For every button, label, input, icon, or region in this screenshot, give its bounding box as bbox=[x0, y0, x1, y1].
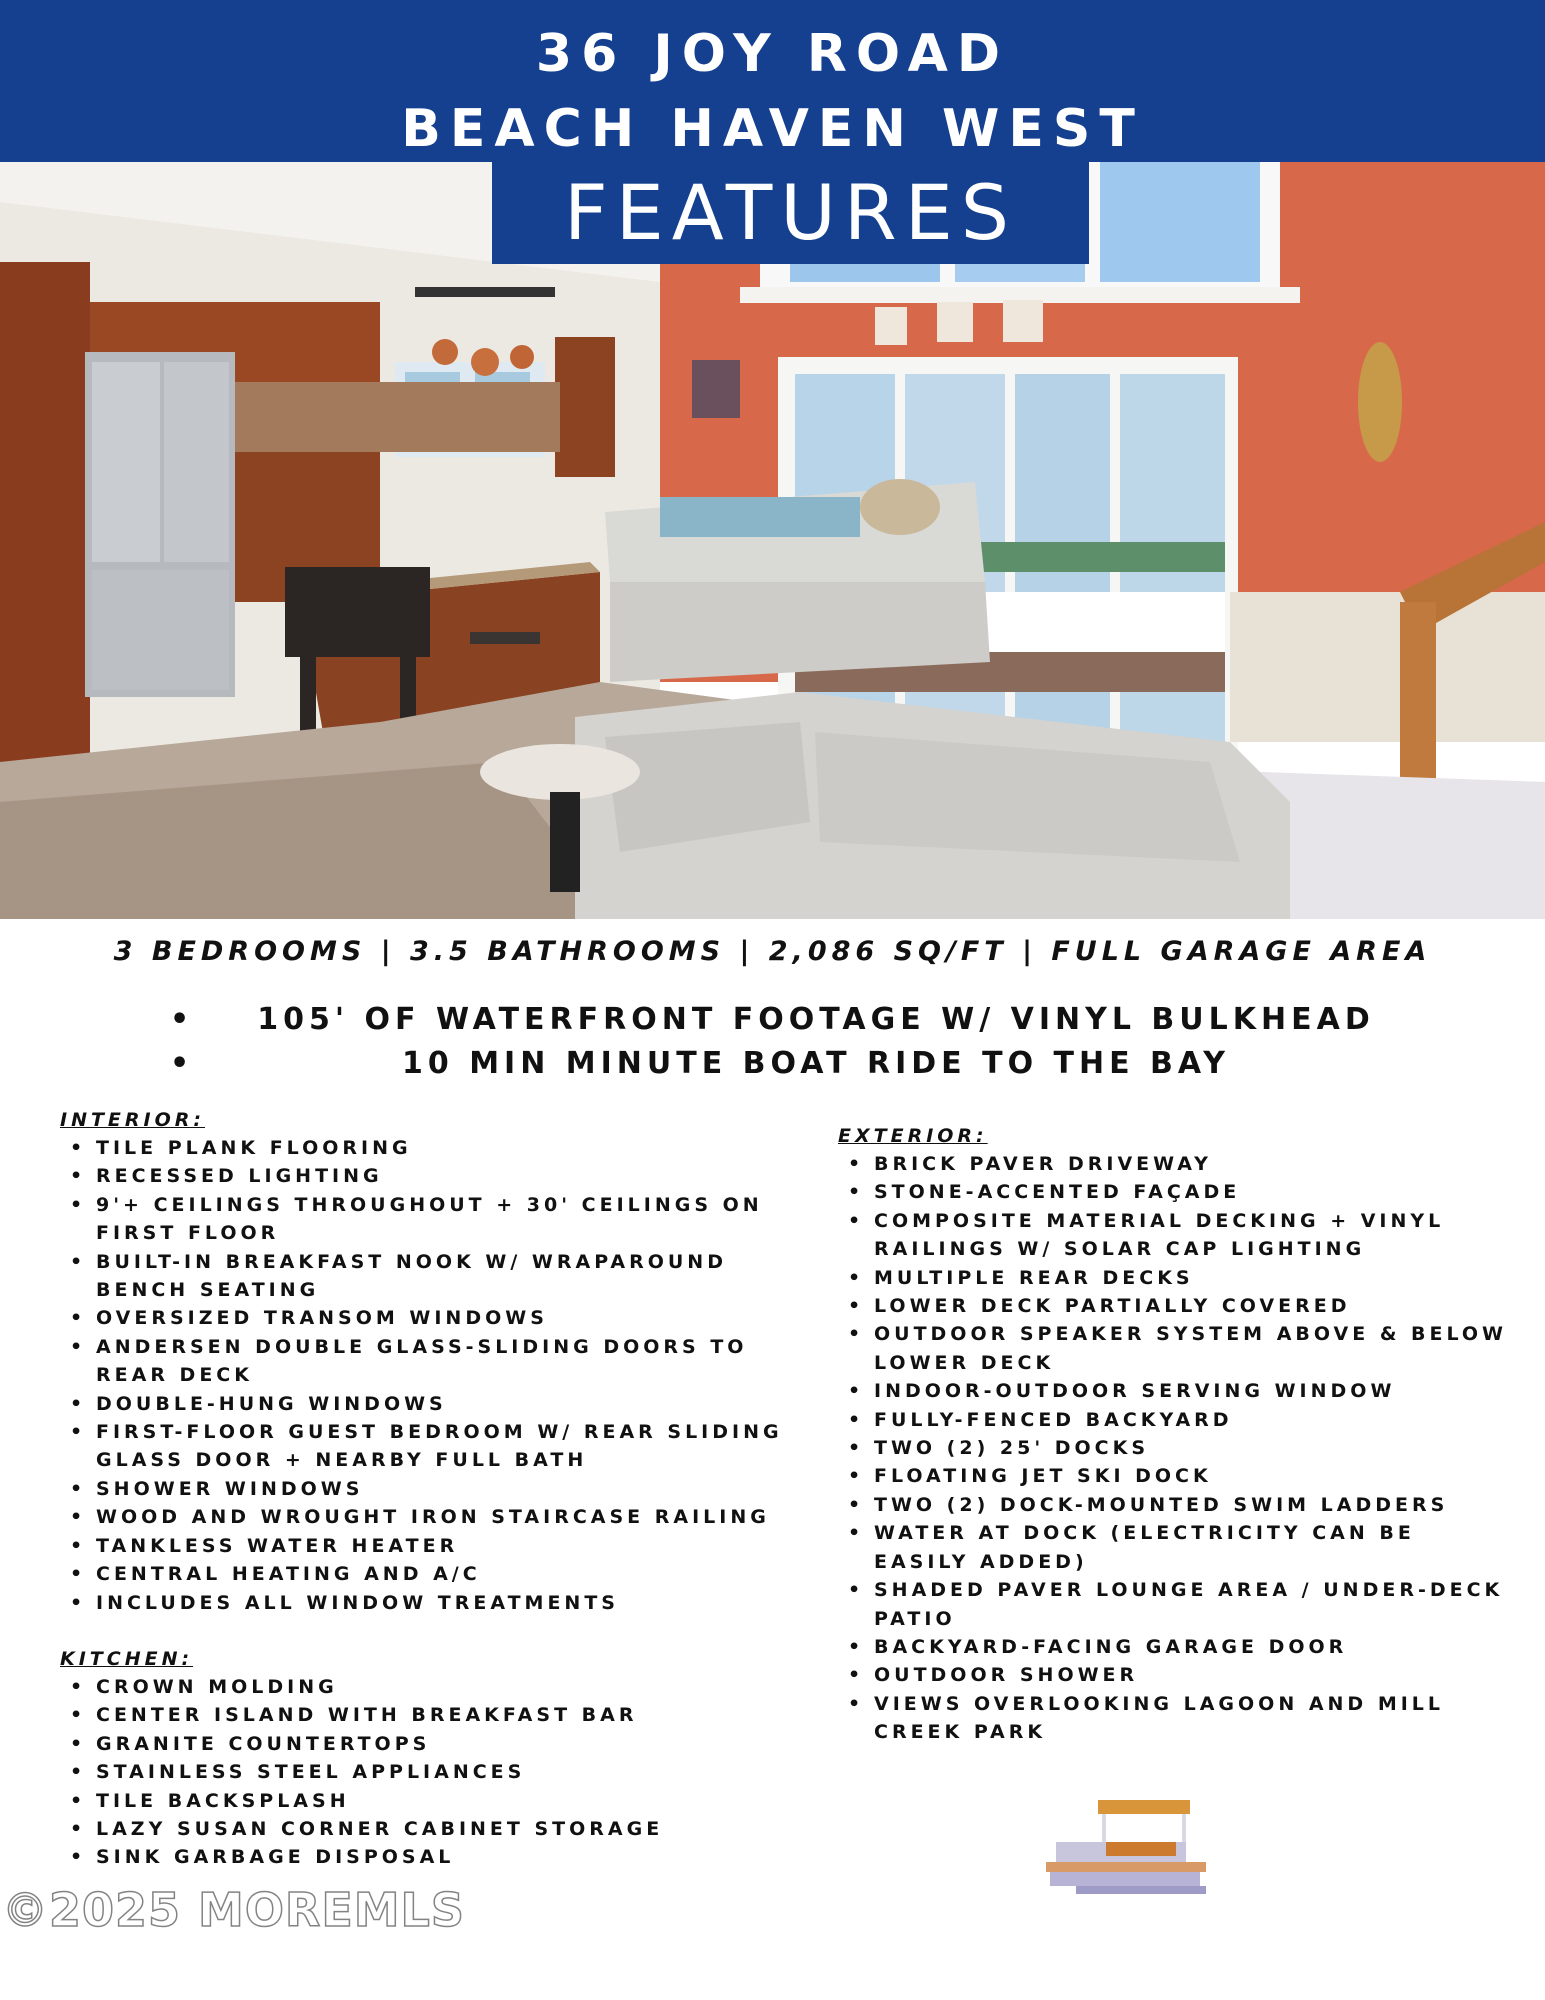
bullet-icon: • bbox=[170, 1002, 195, 1037]
kitchen-item: • CROWN MOLDING bbox=[60, 1673, 800, 1701]
exterior-list bbox=[838, 1150, 1518, 1747]
exterior-item: • STONE-ACCENTED FAÇADE bbox=[838, 1178, 1518, 1206]
town-line: BEACH HAVEN WEST bbox=[401, 99, 1144, 159]
kitchen-item: • STAINLESS STEEL APPLIANCES bbox=[60, 1758, 800, 1786]
highlight-item bbox=[170, 998, 1420, 1042]
interior-list bbox=[60, 1134, 800, 1617]
interior-heading: INTERIOR: bbox=[60, 1109, 205, 1131]
exterior-item: • BACKYARD-FACING GARAGE DOOR bbox=[838, 1633, 1518, 1661]
property-stats: 3 BEDROOMS | 3.5 BATHROOMS | 2,086 SQ/FT | FULL GARAGE AREA bbox=[113, 936, 1432, 967]
bullet-icon: • bbox=[170, 1046, 195, 1081]
kitchen-item: • GRANITE COUNTERTOPS bbox=[60, 1730, 800, 1758]
exterior-item: • VIEWS OVERLOOKING LAGOON AND MILL CREEK PARK bbox=[838, 1690, 1518, 1747]
exterior-item: • MULTIPLE REAR DECKS bbox=[838, 1264, 1518, 1292]
kitchen-item: • LAZY SUSAN CORNER CABINET STORAGE bbox=[60, 1815, 800, 1843]
interior-item: • ANDERSEN DOUBLE GLASS-SLIDING DOORS TO REAR DECK bbox=[60, 1333, 800, 1390]
exterior-item: • COMPOSITE MATERIAL DECKING + VINYL RAILINGS W/ SOLAR CAP LIGHTING bbox=[838, 1207, 1518, 1264]
exterior-item: • LOWER DECK PARTIALLY COVERED bbox=[838, 1292, 1518, 1320]
highlight-text: 10 MIN MINUTE BOAT RIDE TO THE BAY bbox=[402, 1046, 1230, 1081]
interior-item: • 9'+ CEILINGS THROUGHOUT + 30' CEILINGS ON FIRST FLOOR bbox=[60, 1191, 800, 1248]
left-column bbox=[60, 1108, 800, 1872]
kitchen-list bbox=[60, 1673, 800, 1872]
kitchen-item: • CENTER ISLAND WITH BREAKFAST BAR bbox=[60, 1701, 800, 1729]
interior-item: • CENTRAL HEATING AND A/C bbox=[60, 1560, 800, 1588]
exterior-heading: EXTERIOR: bbox=[838, 1125, 988, 1147]
exterior-item: • OUTDOOR SHOWER bbox=[838, 1661, 1518, 1689]
highlight-text: 105' OF WATERFRONT FOOTAGE W/ VINYL BULKHEAD bbox=[257, 1002, 1375, 1037]
interior-item: • BUILT-IN BREAKFAST NOOK W/ WRAPAROUND BENCH SEATING bbox=[60, 1248, 800, 1305]
exterior-item: • INDOOR-OUTDOOR SERVING WINDOW bbox=[838, 1377, 1518, 1405]
interior-item: • DOUBLE-HUNG WINDOWS bbox=[60, 1390, 800, 1418]
kitchen-item: • TILE BACKSPLASH bbox=[60, 1787, 800, 1815]
right-column bbox=[838, 1124, 1518, 1747]
exterior-item: • SHADED PAVER LOUNGE AREA / UNDER-DECK PATIO bbox=[838, 1576, 1518, 1633]
exterior-item: • TWO (2) DOCK-MOUNTED SWIM LADDERS bbox=[838, 1491, 1518, 1519]
kitchen-item: • SINK GARBAGE DISPOSAL bbox=[60, 1843, 800, 1871]
exterior-item: • BRICK PAVER DRIVEWAY bbox=[838, 1150, 1518, 1178]
interior-item: • TANKLESS WATER HEATER bbox=[60, 1532, 800, 1560]
mls-watermark: ©2025 MOREMLS bbox=[2, 1883, 465, 1937]
address-line: 36 JOY ROAD bbox=[535, 24, 1010, 84]
kitchen-heading: KITCHEN: bbox=[60, 1647, 194, 1670]
living-room-photo bbox=[0, 162, 1545, 919]
pontoon-boat-icon bbox=[1036, 1800, 1216, 1896]
exterior-item: • FULLY-FENCED BACKYARD bbox=[838, 1406, 1518, 1434]
exterior-item: • TWO (2) 25' DOCKS bbox=[838, 1434, 1518, 1462]
highlights-list bbox=[170, 998, 1420, 1086]
interior-item: • WOOD AND WROUGHT IRON STAIRCASE RAILING bbox=[60, 1503, 800, 1531]
interior-item: • TILE PLANK FLOORING bbox=[60, 1134, 800, 1162]
exterior-item: • FLOATING JET SKI DOCK bbox=[838, 1462, 1518, 1490]
features-label: FEATURES bbox=[492, 162, 1089, 264]
interior-item: • FIRST-FLOOR GUEST BEDROOM W/ REAR SLIDING GLASS DOOR + NEARBY FULL BATH bbox=[60, 1418, 800, 1475]
interior-item: • OVERSIZED TRANSOM WINDOWS bbox=[60, 1304, 800, 1332]
interior-item: • SHOWER WINDOWS bbox=[60, 1475, 800, 1503]
interior-item: • INCLUDES ALL WINDOW TREATMENTS bbox=[60, 1589, 800, 1617]
exterior-item: • OUTDOOR SPEAKER SYSTEM ABOVE & BELOW LOWER DECK bbox=[838, 1320, 1518, 1377]
interior-item: • RECESSED LIGHTING bbox=[60, 1162, 800, 1190]
exterior-item: • WATER AT DOCK (ELECTRICITY CAN BE EASILY ADDED) bbox=[838, 1519, 1518, 1576]
highlight-item bbox=[170, 1042, 1420, 1086]
